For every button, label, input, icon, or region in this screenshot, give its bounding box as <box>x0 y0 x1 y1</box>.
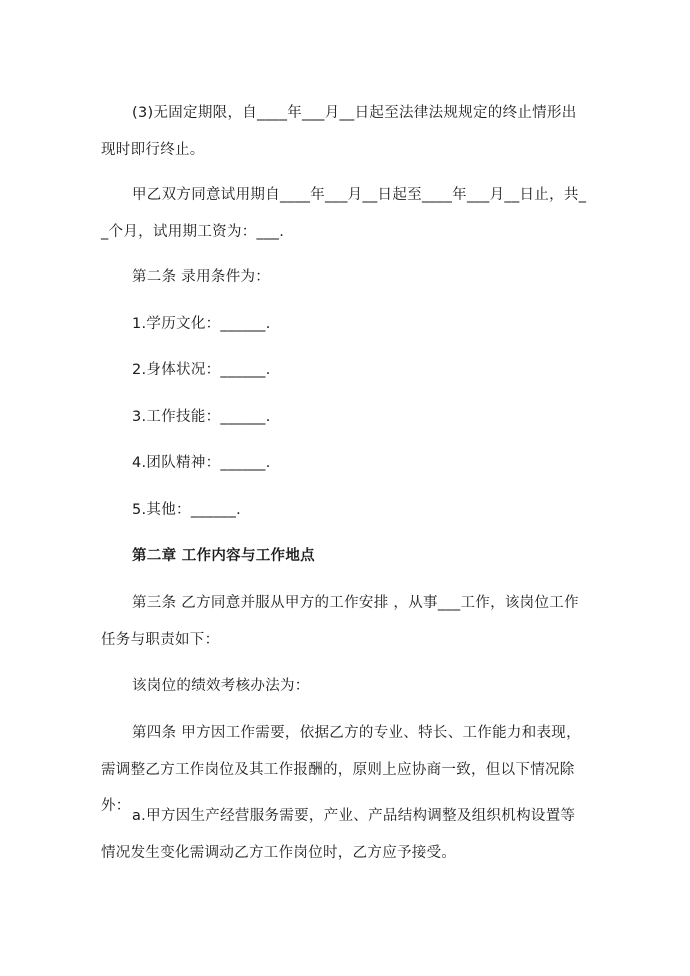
paragraph-condition-other: 5.其他：______. <box>132 502 242 518</box>
paragraph-article-3: 第三条 乙方同意并服从甲方的工作安排 ，从事___工作，该岗位工作任务与职责如下： <box>101 595 579 648</box>
paragraph-article-2-heading: 第二条 录用条件为： <box>132 269 271 285</box>
paragraph-condition-education: 1.学历文化：______. <box>132 316 271 332</box>
paragraph-probation-period: 甲乙双方同意试用期自____年___月__日起至____年___月__日止，共__个月，试用期工资为：___. <box>101 187 587 240</box>
chapter-2-heading: 第二章 工作内容与工作地点 <box>132 548 315 564</box>
paragraph-exception-a: a.甲方因生产经营服务需要，产业、产品结构调整及组织机构设置等情况发生变化需调动乙方工作岗位时，乙方应予接受。 <box>101 808 576 861</box>
paragraph-condition-health: 2.身体状况：______. <box>132 362 271 378</box>
paragraph-fixed-term: (3)无固定期限，自____年___月__日起至法律法规规定的终止情形出现时即行终止。 <box>101 105 577 158</box>
paragraph-performance-assessment: 该岗位的绩效考核办法为： <box>132 678 310 694</box>
paragraph-condition-skills: 3.工作技能：______. <box>132 409 271 425</box>
paragraph-condition-teamwork: 4.团队精神：______. <box>132 455 271 471</box>
paragraph-article-4: 第四条 甲方因工作需要，依据乙方的专业、特长、工作能力和表现，需调整乙方工作岗位及其工作报酬的，原则上应协商一致，但以下情况除外： <box>101 725 581 814</box>
